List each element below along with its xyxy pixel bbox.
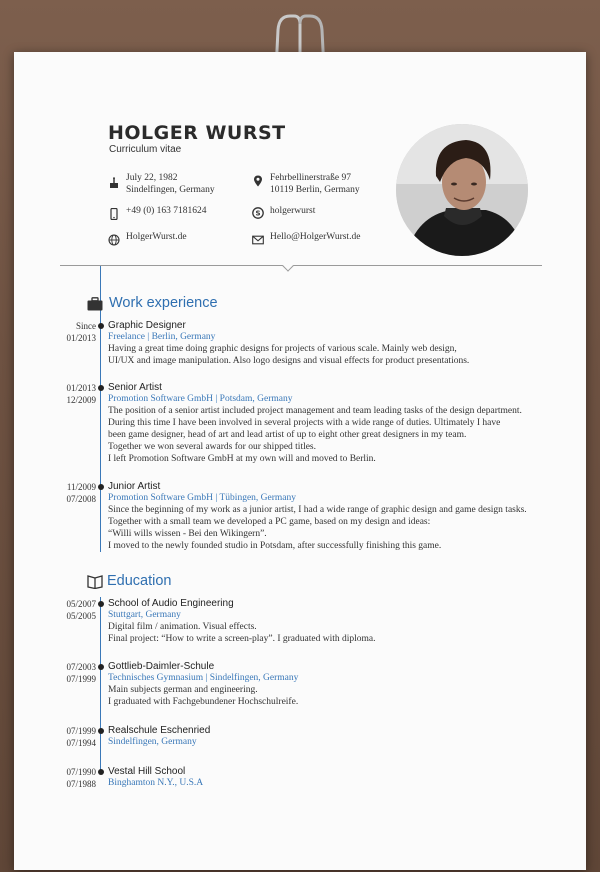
entry-date-end: 05/2007 — [66, 599, 96, 609]
education-title: Education — [107, 573, 172, 589]
description-line: During this time I have been involved in several projects with a wide range of duties. Ultimately I have — [108, 418, 501, 428]
entry-date-start: 12/2009 — [66, 395, 96, 405]
description-line: I left Promotion Software GmbH at my own will and moved to Berlin. — [108, 454, 376, 464]
description-line: UI/UX and image manipulation. Also logo designs and visual effects for product presentations. — [108, 356, 470, 366]
entry-dates — [44, 320, 96, 344]
birth-info — [126, 172, 215, 196]
entry-date-start: 07/2008 — [66, 494, 96, 504]
entry-title: Junior Artist — [108, 481, 161, 492]
location-pin-icon — [252, 172, 264, 184]
envelope-icon — [252, 231, 264, 243]
entry-title: Gottlieb-Daimler-Schule — [108, 661, 215, 672]
entry-dates — [44, 725, 96, 749]
entry-title: School of Audio Engineering — [108, 598, 234, 609]
birth-place: Sindelfingen, Germany — [126, 185, 215, 195]
entry-organization: Binghamton N.Y., U.S.A — [108, 778, 204, 788]
profile-photo — [396, 124, 528, 256]
entry-date-end: 07/2003 — [66, 662, 96, 672]
entry-dates — [44, 598, 96, 622]
entry-date-start: 07/1994 — [66, 738, 96, 748]
entry-organization: Technisches Gymnasium | Sindelfingen, Germany — [108, 673, 299, 683]
timeline-dot — [98, 728, 104, 734]
description-line: Since the beginning of my work as a junior artist, I had a wide range of graphic design and game design tasks. — [108, 505, 527, 515]
address-city: 10119 Berlin, Germany — [270, 185, 360, 195]
entry-organization: Sindelfingen, Germany — [108, 737, 197, 747]
entry-dates — [44, 766, 96, 790]
entry-date-start: 07/1988 — [66, 779, 96, 789]
description-line: Final project: “How to write a screen-play”. I graduated with diploma. — [108, 634, 376, 644]
svg-text:S: S — [255, 209, 261, 218]
skype-icon — [252, 204, 264, 216]
timeline-dot — [98, 484, 104, 490]
description-line: The position of a senior artist included project management and team leading tasks of the design department. — [108, 406, 522, 416]
entry-date-start: 05/2005 — [66, 611, 96, 621]
website-link[interactable]: HolgerWurst.de — [126, 232, 187, 242]
description-line: I graduated with Fachgebundener Hochschulreife. — [108, 697, 299, 707]
description-line: Having a great time doing graphic designs for projects of various scale. Mainly web design, — [108, 344, 457, 354]
entry-description — [108, 684, 548, 708]
entry-dates — [44, 481, 96, 505]
entry-date-end: 01/2013 — [66, 383, 96, 393]
education-timeline — [100, 597, 101, 774]
briefcase-icon — [87, 296, 103, 310]
entry-title: Realschule Eschenried — [108, 725, 211, 736]
entry-description — [108, 405, 548, 465]
header-divider — [60, 265, 542, 266]
phone-number: +49 (0) 163 7181624 — [126, 206, 207, 216]
entry-date-end: 07/1999 — [66, 726, 96, 736]
globe-icon — [108, 231, 120, 243]
divider-notch — [282, 260, 293, 271]
skype-name: holgerwurst — [270, 206, 316, 216]
birthday-cake-icon — [108, 174, 120, 186]
resume-paper — [14, 52, 586, 870]
phone-icon — [108, 205, 120, 217]
entry-description — [108, 504, 548, 552]
entry-title: Graphic Designer — [108, 320, 186, 331]
entry-organization: Promotion Software GmbH | Potsdam, Germany — [108, 394, 293, 404]
entry-date-end: 11/2009 — [66, 482, 96, 492]
description-line: Together with a small team we developed a PC game, based on my design and ideas: — [108, 517, 431, 527]
email-link[interactable]: Hello@HolgerWurst.de — [270, 232, 361, 242]
resume-subtitle: Curriculum vitae — [109, 144, 182, 155]
entry-title: Senior Artist — [108, 382, 162, 393]
entry-dates — [44, 382, 96, 406]
description-line: Main subjects german and engineering. — [108, 685, 258, 695]
timeline-dot — [98, 664, 104, 670]
address-street: Fehrbellinerstraße 97 — [270, 173, 351, 183]
address — [270, 172, 360, 196]
work-experience-title: Work experience — [109, 295, 218, 311]
entry-organization: Stuttgart, Germany — [108, 610, 181, 620]
timeline-dot — [98, 323, 104, 329]
entry-organization: Promotion Software GmbH | Tübingen, Germany — [108, 493, 297, 503]
book-icon — [87, 574, 103, 588]
description-line: I moved to the newly founded studio in Potsdam, after successfully finishing this game. — [108, 541, 442, 551]
entry-title: Vestal Hill School — [108, 766, 186, 777]
timeline-dot — [98, 601, 104, 607]
description-line: Together we won several awards for our shipped titles. — [108, 442, 317, 452]
description-line: “Willi wills wissen - Bei den Wikingern”. — [108, 529, 267, 539]
entry-dates — [44, 661, 96, 685]
birth-date: July 22, 1982 — [126, 173, 178, 183]
description-line: Digital film / animation. Visual effects. — [108, 622, 257, 632]
entry-date-end: Since — [76, 321, 96, 331]
entry-date-end: 07/1990 — [66, 767, 96, 777]
entry-organization: Freelance | Berlin, Germany — [108, 332, 216, 342]
entry-date-start: 01/2013 — [66, 333, 96, 343]
description-line: been game designer, head of art and lead artist of up to eight other great designers in my team. — [108, 430, 467, 440]
resume-name: HOLGER WURST — [108, 122, 286, 144]
entry-description — [108, 343, 548, 367]
entry-date-start: 07/1999 — [66, 674, 96, 684]
timeline-dot — [98, 769, 104, 775]
timeline-dot — [98, 385, 104, 391]
entry-description — [108, 621, 548, 645]
